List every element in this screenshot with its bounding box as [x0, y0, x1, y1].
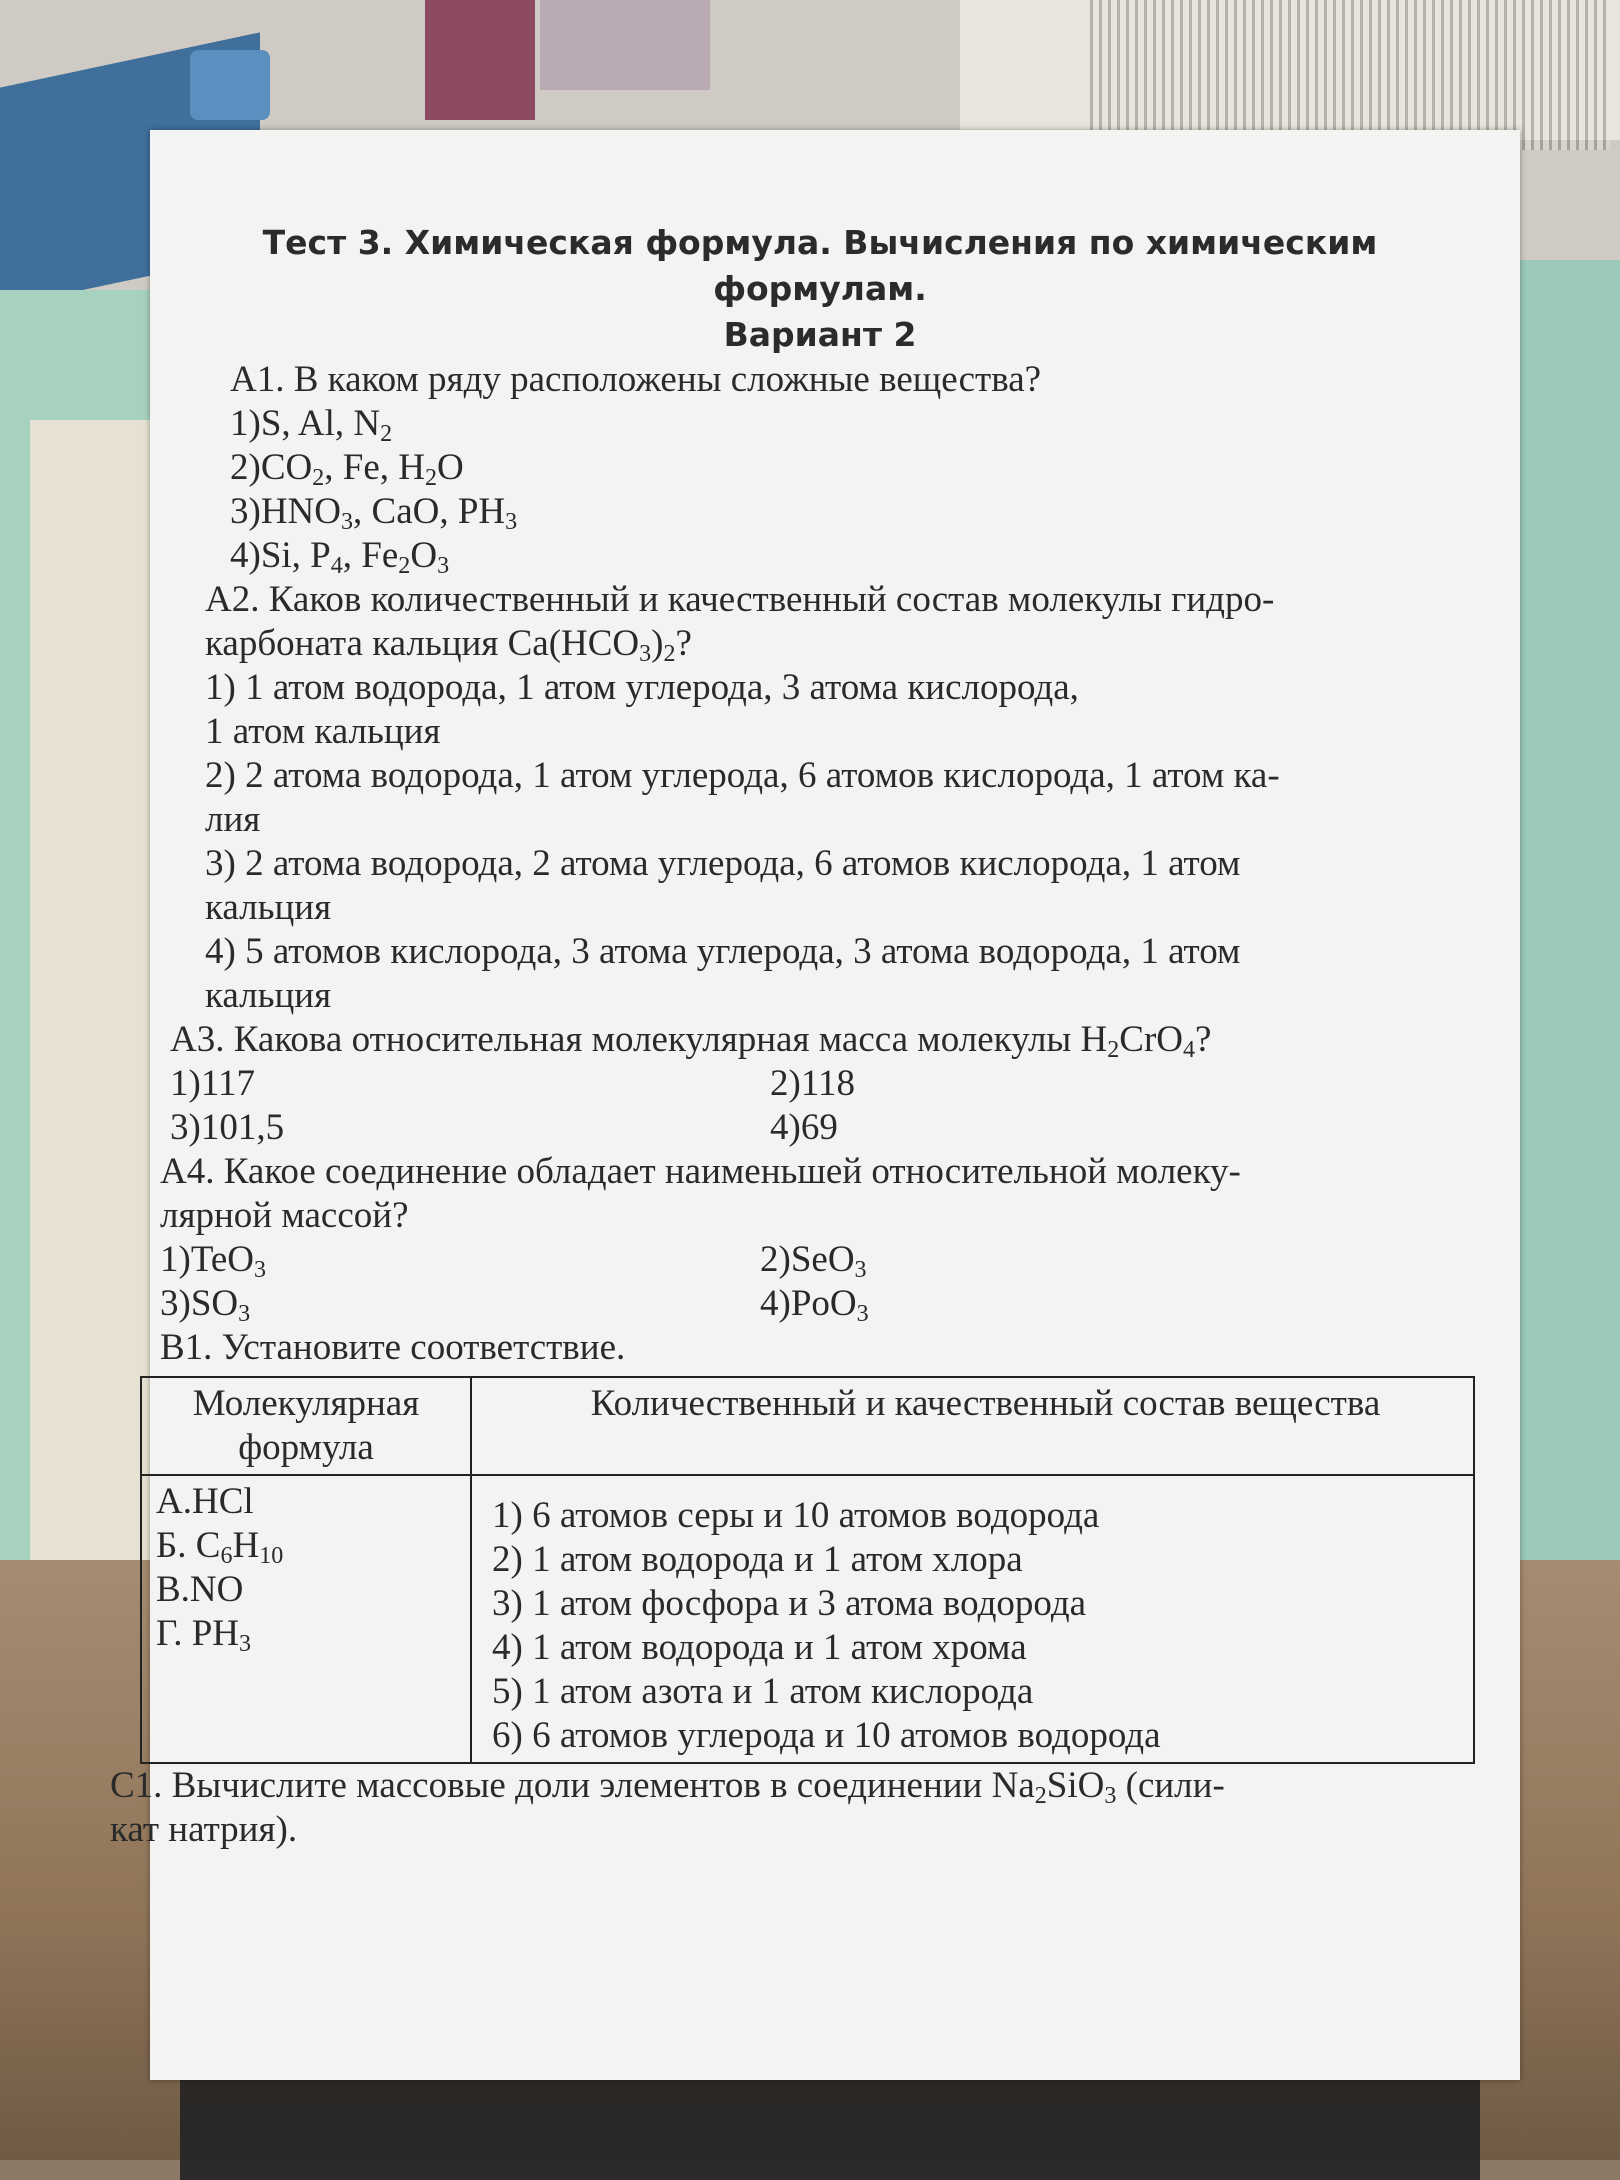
- a2-option-2-line-2: лия: [205, 799, 261, 840]
- question-a1: [230, 358, 1490, 578]
- a2-option-1-line-2: 1 атом кальция: [205, 711, 441, 752]
- question-a2-line-1: А2. Каков количественный и качественный состав молекулы гидро-: [205, 579, 1275, 620]
- a3-options-row-2: [170, 1106, 1370, 1150]
- background-book-text: [1090, 0, 1610, 150]
- formula-b: Б. $C_6H_{10}$: [156, 1525, 284, 1569]
- a4-option-2: 2)SeO$_3$: [760, 1239, 867, 1283]
- background-pink-object: [425, 0, 535, 120]
- matching-table-header: [141, 1377, 1474, 1475]
- formula-g: Г. $PH_3$: [156, 1613, 252, 1657]
- column-header-formula: Молекулярная формула: [141, 1377, 471, 1475]
- a4-option-3: $3)SO_3$: [160, 1283, 251, 1327]
- question-a2: [205, 578, 1490, 1018]
- document-title: [150, 220, 1490, 358]
- question-a4: [160, 1150, 1490, 1326]
- formula-v: В.NO: [156, 1569, 244, 1610]
- a1-option-4: 4)Si, $P_4$, $Fe_2O_3$: [230, 535, 450, 579]
- question-c1: [110, 1764, 1490, 1852]
- a4-options-row-1: [160, 1238, 1360, 1282]
- composition-4: 4) 1 атом водорода и 1 атом хрома: [492, 1627, 1027, 1668]
- background-blue-tag: [190, 50, 270, 120]
- a2-option-3-line-2: кальция: [205, 887, 332, 928]
- matching-table: [140, 1376, 1475, 1764]
- formula-a: А.HCl: [156, 1481, 254, 1522]
- a3-options-row-1: [170, 1062, 1370, 1106]
- composition-3: 3) 1 атом фосфора и 3 атома водорода: [492, 1583, 1087, 1624]
- question-a1-text: А1. В каком ряду расположены сложные вещества?: [230, 359, 1042, 400]
- question-a2-line-2: карбоната кальция $Ca(HCO_3)_2$?: [205, 623, 692, 667]
- variant-label: Вариант 2: [723, 315, 917, 354]
- a4-option-1: 1)TeO$_3$: [160, 1239, 267, 1283]
- test-document: [110, 150, 1490, 1852]
- a4-option-4: 4)PoO$_3$: [760, 1283, 869, 1327]
- composition-list: [471, 1475, 1474, 1763]
- a1-option-2: $2)CO_2$, Fe, $H_2O$: [230, 447, 464, 491]
- question-a4-line-1: А4. Какое соединение обладает наименьшей относительной молеку-: [160, 1151, 1241, 1192]
- a2-option-3-line-1: 3) 2 атома водорода, 2 атома углерода, 6 атомов кислорода, 1 атом: [205, 843, 1241, 884]
- a4-options-row-2: [160, 1282, 1360, 1326]
- background-pink-object-2: [540, 0, 710, 90]
- a3-option-3: 3)101,5: [170, 1107, 285, 1148]
- question-c1-line-1: С1. Вычислите массовые доли элементов в соединении $Na_2SiO_3$ (сили-: [110, 1765, 1225, 1809]
- question-a3: [170, 1018, 1490, 1150]
- question-a3-text: А3. Какова относительная молекулярная масса молекулы $H_2CrO_4$?: [170, 1019, 1212, 1063]
- matching-table-body: [141, 1475, 1474, 1763]
- a3-option-2: 2)118: [770, 1063, 855, 1104]
- a2-option-1-line-1: 1) 1 атом водорода, 1 атом углерода, 3 атома кислорода,: [205, 667, 1079, 708]
- a2-option-4-line-1: 4) 5 атомов кислорода, 3 атома углерода, 3 атома водорода, 1 атом: [205, 931, 1241, 972]
- title-line-1: Тест 3. Химическая формула. Вычисления по химическим: [262, 223, 1378, 262]
- composition-6: 6) 6 атомов углерода и 10 атомов водорода: [492, 1715, 1161, 1756]
- composition-1: 1) 6 атомов серы и 10 атомов водорода: [492, 1495, 1100, 1536]
- a1-option-3: $3)HNO_3$, CaO, $PH_3$: [230, 491, 518, 535]
- a2-option-2-line-1: 2) 2 атома водорода, 1 атом углерода, 6 атомов кислорода, 1 атом ка-: [205, 755, 1280, 796]
- question-a4-line-2: лярной массой?: [160, 1195, 409, 1236]
- column-header-composition: Количественный и качественный состав вещества: [471, 1377, 1474, 1475]
- question-b1-text: В1. Установите соответствие.: [160, 1327, 626, 1368]
- question-b1: [140, 1326, 1490, 1764]
- title-line-2: формулам.: [713, 269, 927, 308]
- formula-list: [141, 1475, 471, 1763]
- a3-option-4: 4)69: [770, 1107, 838, 1148]
- a1-option-1: 1)S, Al, $N_2$: [230, 403, 393, 447]
- a3-option-1: 1)117: [170, 1063, 255, 1104]
- a2-option-4-line-2: кальция: [205, 975, 332, 1016]
- composition-5: 5) 1 атом азота и 1 атом кислорода: [492, 1671, 1034, 1712]
- question-c1-line-2: кат натрия).: [110, 1809, 298, 1850]
- composition-2: 2) 1 атом водорода и 1 атом хлора: [492, 1539, 1023, 1580]
